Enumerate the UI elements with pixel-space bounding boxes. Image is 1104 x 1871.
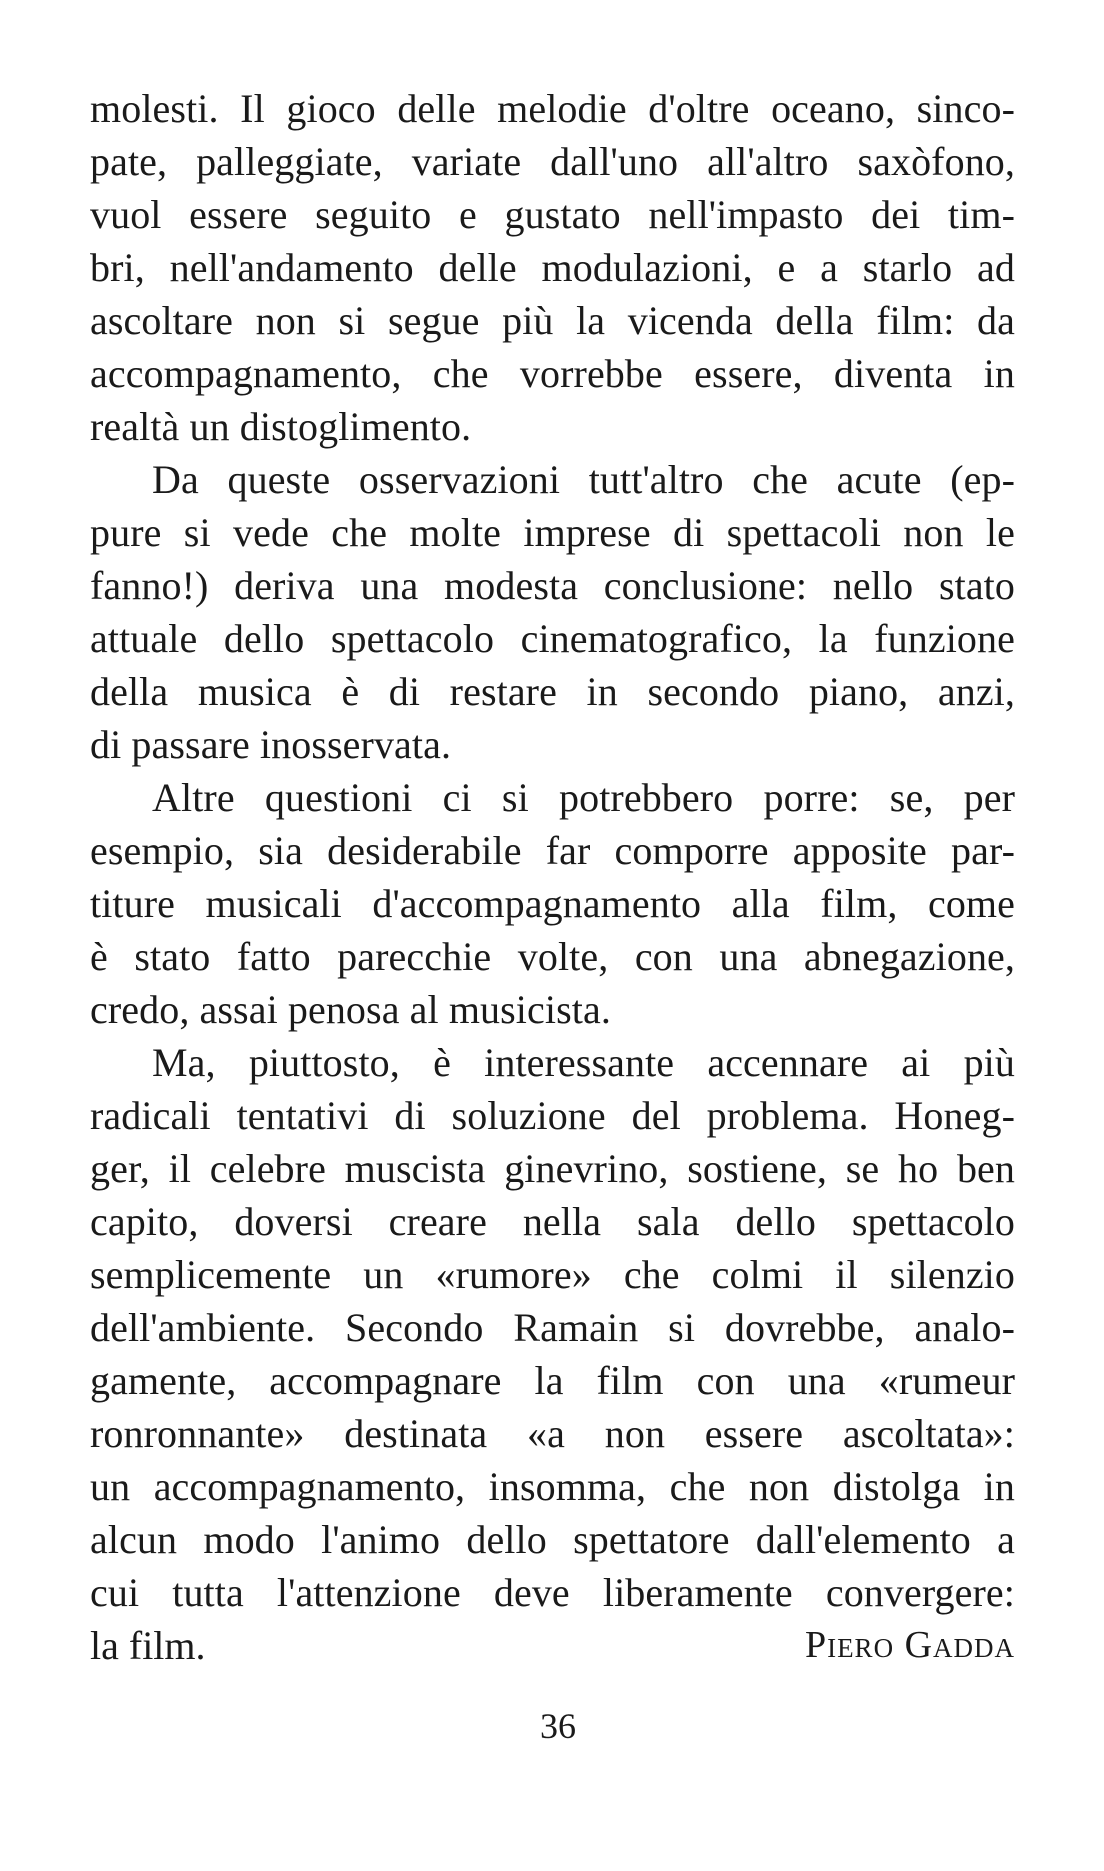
text-line: realtà un distoglimento. — [90, 404, 472, 449]
text-line: ascoltare non si segue più la vicenda della film: da — [90, 298, 1015, 343]
paragraph — [90, 453, 1015, 771]
text-line: Altre questioni ci si potrebbero porre: se, per — [152, 775, 1015, 820]
text-line: pure si vede che molte imprese di spettacoli non le — [90, 510, 1015, 555]
text-line: titure musicali d'accompagnamento alla film, come — [90, 881, 1015, 926]
text-line: gamente, accompagnare la film con una «rumeur — [90, 1358, 1015, 1403]
text-line: è stato fatto parecchie volte, con una abnegazione, — [90, 934, 1015, 979]
text-line: un accompagnamento, insomma, che non distolga in — [90, 1464, 1015, 1509]
text-line: Ma, piuttosto, è interessante accennare ai più — [152, 1040, 1015, 1085]
text-line: capito, doversi creare nella sala dello spettacolo — [90, 1199, 1015, 1244]
text-line: radicali tentativi di soluzione del problema. Honeg- — [90, 1093, 1015, 1138]
text-line: bri, nell'andamento delle modulazioni, e a starlo ad — [90, 245, 1015, 290]
text-line: pate, palleggiate, variate dall'uno all'altro saxòfono, — [90, 139, 1015, 184]
text-line: ger, il celebre muscista ginevrino, sostiene, se ho ben — [90, 1146, 1015, 1191]
text-line: alcun modo l'animo dello spettatore dall'elemento a — [90, 1517, 1015, 1562]
paragraph — [90, 82, 1015, 453]
text-line: vuol essere seguito e gustato nell'impasto dei tim- — [90, 192, 1015, 237]
page-number-text: 36 — [540, 1706, 576, 1746]
author-signature: Piero Gadda — [804, 1624, 1015, 1666]
text-line: attuale dello spettacolo cinematografico, la funzione — [90, 616, 1015, 661]
page-number — [0, 1705, 1104, 1747]
text-line: fanno!) deriva una modesta conclusione: nello stato — [90, 563, 1015, 608]
text-line: di passare inosservata. — [90, 722, 452, 767]
page-body — [90, 82, 1015, 1672]
text-line: accompagnamento, che vorrebbe essere, diventa in — [90, 351, 1015, 396]
text-line: dell'ambiente. Secondo Ramain si dovrebbe, analo- — [90, 1305, 1015, 1350]
paragraph — [90, 771, 1015, 1036]
text-line: molesti. Il gioco delle melodie d'oltre oceano, sinco- — [90, 86, 1015, 131]
text-line: della musica è di restare in secondo piano, anzi, — [90, 669, 1015, 714]
text-line: credo, assai penosa al musicista. — [90, 987, 611, 1032]
paragraph — [90, 1036, 1015, 1619]
text-line: cui tutta l'attenzione deve liberamente convergere: — [90, 1570, 1015, 1615]
closing-line — [90, 1619, 1015, 1672]
text-line: semplicemente un «rumore» che colmi il silenzio — [90, 1252, 1015, 1297]
text-line: esempio, sia desiderabile far comporre apposite par- — [90, 828, 1015, 873]
final-text: la film. — [90, 1623, 206, 1668]
text-line: Da queste osservazioni tutt'altro che acute (ep- — [152, 457, 1015, 502]
text-line: ronronnante» destinata «a non essere ascoltata»: — [90, 1411, 1015, 1456]
